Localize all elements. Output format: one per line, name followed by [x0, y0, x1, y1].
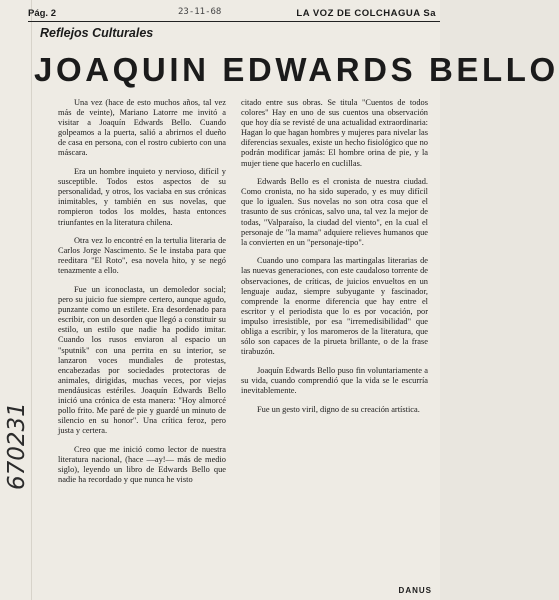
- paragraph: Joaquín Edwards Bello puso fin voluntariamente a su vida, cuando comprendió que la vida se le escurría inevitablemente.: [241, 365, 428, 395]
- paragraph: Fue un gesto viril, digno de su creación artística.: [257, 404, 420, 414]
- header-rule: [28, 21, 440, 22]
- article-column-right: [241, 98, 428, 423]
- author-signature: DANUS: [398, 586, 432, 595]
- page-header: [28, 6, 436, 20]
- handwritten-date: 23-11-68: [178, 7, 222, 17]
- paragraph: Cuando uno compara las martingalas literarias de las nuevas generaciones, con este caudaloso torrente de observaciones, de críticas, de juicios envueltos en un lenguaje audaz, siempre subyugante y fascinador, comprende la enorme diferencia que hay entre el escritor y el periodista que lo es por vocación, por impulso irresistible, por esa "irremedisibilidad" que obliga a escribir, y los maromeros de la literatura, que sólo son capaces de la pirueta brillante, o de la frase tirabuzón.: [241, 256, 428, 357]
- article-headline: JOAQUIN EDWARDS BELLO: [34, 51, 559, 88]
- paragraph: Edwards Bello es el cronista de nuestra ciudad. Como cronista, no ha sido superado, y es muy difícil que lo igualen. Sus novelas no son otra cosa que el trasunto de sus crónicas, salvo una, tal vez la mejor de todas, "Valparaíso, la ciudad del viento", en la cual el personaje de "la mama" adquiere relieves humanos que la convierten en un "personaje-tipo".: [241, 177, 428, 247]
- fold-line: [31, 0, 32, 600]
- paragraph: Otra vez lo encontré en la tertulia literaria de Carlos Jorge Nascimento. Se le instaba para que reeditara "El Roto", esa novela hito, y se negó tenazmente a ello.: [58, 236, 226, 276]
- newspaper-name: LA VOZ DE COLCHAGUA Sa: [296, 8, 436, 19]
- paragraph: Una vez (hace de esto muchos años, tal vez más de veinte), Mariano Latorre me invitó a visitar a Joaquín Edwards Bello. Cuando golpeamos a la puerta, salió a abrirnos el dueño de casa en persona, con el rostro cubierto con una máscara.: [58, 98, 226, 158]
- section-title: Reflejos Culturales: [40, 26, 154, 40]
- paragraph: Era un hombre inquieto y nervioso, difícil y susceptible. Todos estos aspectos de su personalidad, y otros, los vaciaba en sus crónicas inimitables, y también en sus novelas, que rompieron todos los moldes, hasta entonces triunfantes en la literatura chilena.: [58, 167, 226, 227]
- page-number: Pág. 2: [28, 8, 56, 19]
- paragraph: citado entre sus obras. Se titula "Cuentos de todos colores" Hay en uno de sus cuentos una observación que hoy día se revisté de una actualidad extraordinaria: Hagan lo que hagan hombres y mujeres para nivelar las diferencias sexuales, existe un hecho fisiológico que no podrán modificar jamás: El hombre orina de pie, y la mujer tiene que hacerlo en cuclillas.: [241, 98, 428, 168]
- article-column-left: [58, 98, 226, 494]
- archive-number-stamp: 670231: [4, 402, 30, 490]
- paragraph: Fue un iconoclasta, un demoledor social; pero su juicio fue siempre certero, aunque agudo, punzante como un estilete. Era desordenado para escribir, con un desorden que llegó a constituir su estilo, un estilo que nadie ha podido imitar. Cuando los rusos enviaron al espacio un "sputnik" con una perrita en su interior, se lanzaron voces mundiales de protestas, encabezadas por sociedades protectoras de animales, dirigidas, muchas veces, por viejas mendáusicas estériles. Joaquín Edwards Bello inició una crónica de esta manera: "Hoy almorcé pollo frito. Me paré de pie y guardé un minuto de silencio en su honor". Una crítica feroz, pero justa y certera.: [58, 285, 226, 436]
- paragraph: Creo que me inició como lector de nuestra literatura nacional, (hace —ay!— más de medio siglo), leyendo un libro de Edwards Bello que nadie ha recordado y que nunca he visto: [58, 444, 226, 485]
